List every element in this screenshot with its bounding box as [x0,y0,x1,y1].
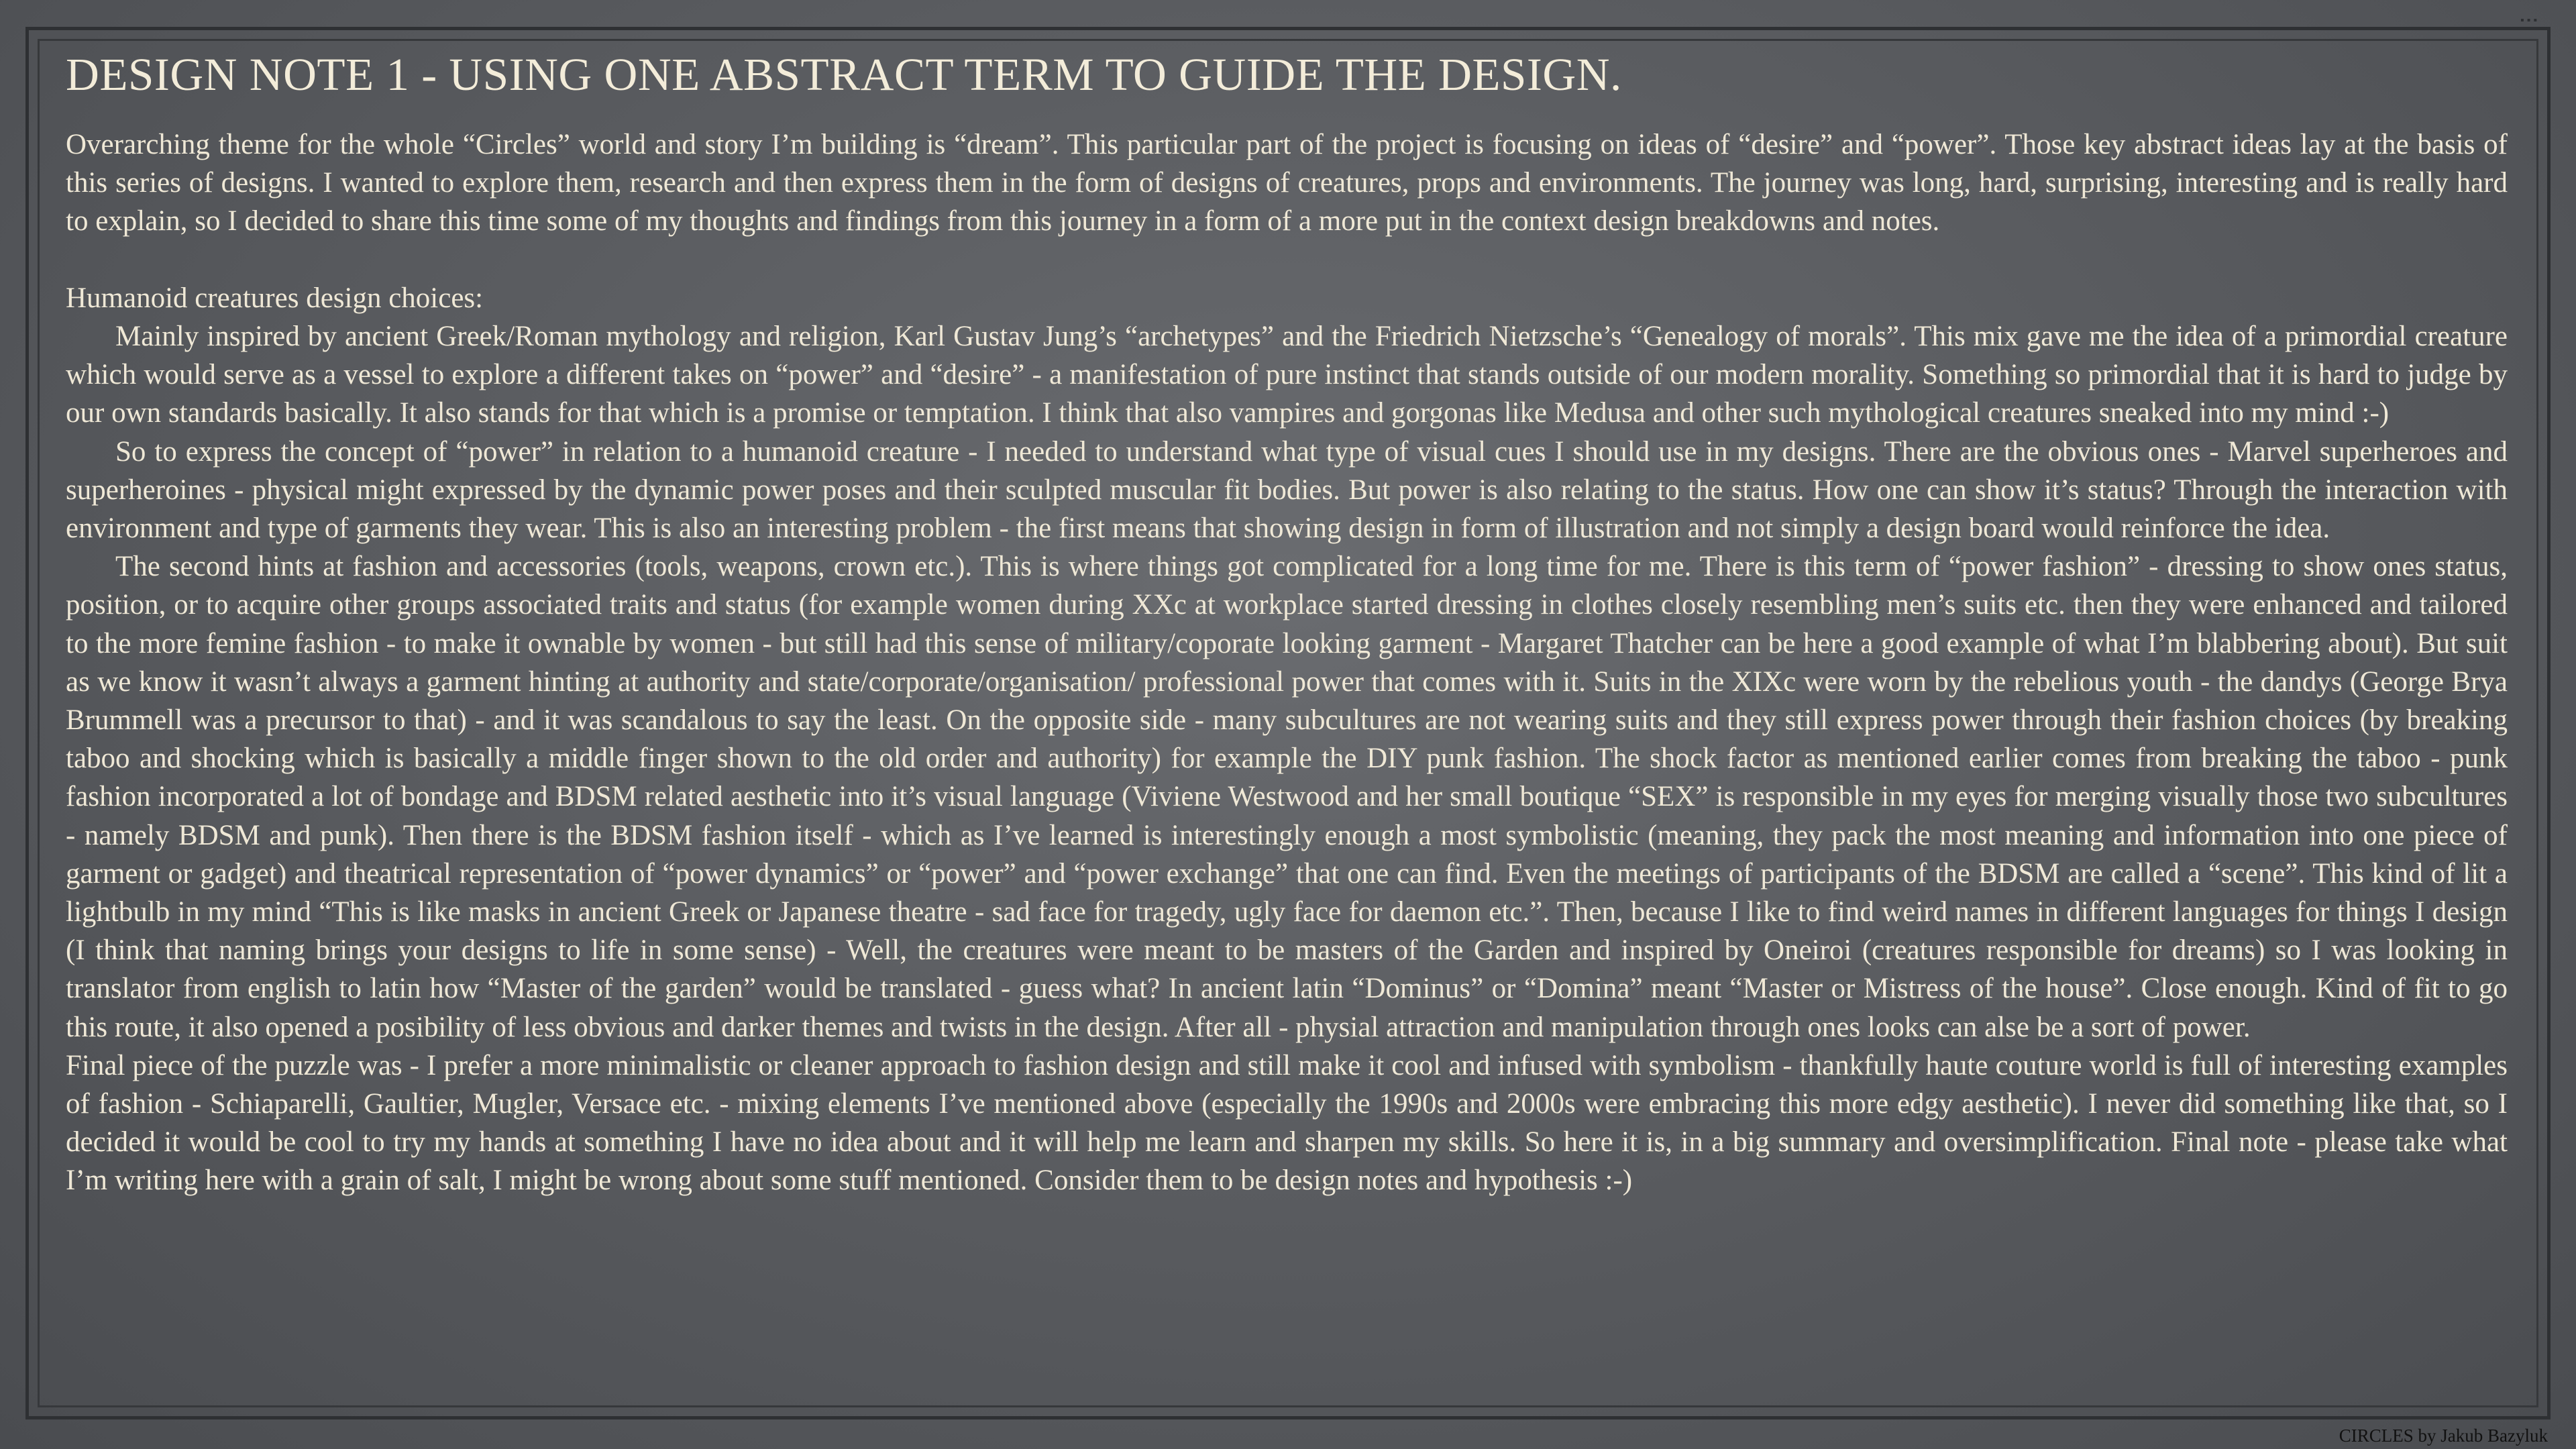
paragraph-fashion: The second hints at fashion and accessories (tools, weapons, crown etc.). This is where things got complicated for a long time for me. There is this term of “power fashion” - dressing to show ones status, position, or to acquire other groups associated traits and status (for example women during XXc at workplace started dressing in clothes closely resembling men’s suits etc. then they were enhanced and tailored to the more femine fashion - to make it ownable by women - but still had this sense of military/coporate looking garment - Margaret Thatcher can be here a good example of what I’m blabbering about). But suit as we know it wasn’t always a garment hinting at authority and state/corporate/organisation/ professional power that comes with it. Suits in the XIXc were worn by the rebelious youth - the dandys (George Brya Brummell was a precursor to that) - and it was scandalous to say the least. On the opposite side - many subcultures are not wearing suits and they still express power through their fashion choices (by breaking taboo and shocking which is basically a middle finger shown to the old order and authority) for example the DIY punk fashion. The shock factor as mentioned earlier comes from breaking the taboo - punk fashion incorporated a lot of bondage and BDSM related aesthetic into it’s visual language (Viviene Westwood and her small boutique “SEX” is responsible in my eyes for merging visually those two subcultures - namely BDSM and punk). Then there is the BDSM fashion itself - which as I’ve learned is interestingly enough a most symbolistic (meaning, they pack the most meaning and information into one piece of garment or gadget) and theatrical representation of “power dynamics” or “power” and “power exchange” that one can find. Even the meetings of participants of the BDSM are called a “scene”. This kind of lit a lightbulb in my mind “This is like masks in ancient Greek or Japanese theatre - sad face for tragedy, ugly face for daemon etc.”. Then, because I like to find weird names in different languages for things I design (I think that naming brings your designs to life in some sense) - Well, the creatures were meant to be masters of the Garden and inspired by Oneiroi (creatures responsible for dreams) so I was looking in translator from english to latin how “Master of the garden” would be translated - guess what? In ancient latin “Dominus” or “Domina” meant “Master or Mistress of the house”. Close enough. Kind of fit to go this route, it also opened a posibility of less obvious and darker themes and twists in the design. After all - physial attraction and manipulation through ones looks can alse be a sort of power. [66,551,2508,1043]
paragraph-inspiration: Mainly inspired by ancient Greek/Roman mythology and religion, Karl Gustav Jung’s “archetypes” and the Friedrich Nietzsche’s “Genealogy of morals”. This mix gave me the idea of a primordial creature which would serve as a vessel to explore a different takes on “power” and “desire” - a manifestation of pure instinct that stands outside of our modern morality. Something so primordial that it is hard to judge by our own standards basically. It also stands for that which is a promise or temptation. I think that also vampires and gorgonas like Medusa and other such mythological creatures sneaked into my mind :-) [66,321,2508,429]
section-heading: Humanoid creatures design choices: [66,282,484,314]
paragraph-final: Final piece of the puzzle was - I prefer a more minimalistic or cleaner approach to fashion design and still make it cool and infused with symbolism - thankfully haute couture world is full of interesting examples of fashion - Schiaparelli, Gaultier, Mugler, Versace etc. - mixing elements I’ve mentioned above (especially the 1990s and 2000s were embracing this more edgy aesthetic). I never did something like that, so I decided it would be cool to try my hands at something I have no idea about and it will help me learn and sharpen my skills. So here it is, in a big summary and oversimplification. Final note - please take what I’m writing here with a grain of salt, I might be wrong about some stuff mentioned. Consider them to be design notes and hypothesis :-) [66,1049,2508,1197]
document-body [66,125,2508,1200]
paragraph-spacer [66,241,2508,279]
paragraph-power: So to express the concept of “power” in relation to a humanoid creature - I needed to understand what type of visual cues I should use in my designs. There are the obvious ones - Marvel superheroes and superheroines - physical might expressed by the dynamic power poses and their sculpted muscular fit bodies. But power is also relating to the status. How one can show it’s status? Through the interaction with environment and type of garments they wear. This is also an interesting problem - the first means that showing design in form of illustration and not simply a design board would reinforce the idea. [66,435,2508,545]
corner-decoration: ▪ ▪ ▪ [2520,15,2537,26]
intro-paragraph: Overarching theme for the whole “Circles” world and story I’m building is “dream”. This particular part of the project is focusing on ideas of “desire” and “power”. Those key abstract ideas lay at the basis of this series of designs. I wanted to explore them, research and then express them in the form of designs of creatures, props and environments. The journey was long, hard, surprising, interesting and is really hard to explain, so I decided to share this time some of my thoughts and findings from this journey in a form of a more put in the context design breakdowns and notes. [66,129,2508,237]
author-credit: CIRCLES by Jakub Bazyluk [2339,1426,2548,1446]
page-title: DESIGN NOTE 1 - USING ONE ABSTRACT TERM TO GUIDE THE DESIGN. [66,49,1622,100]
